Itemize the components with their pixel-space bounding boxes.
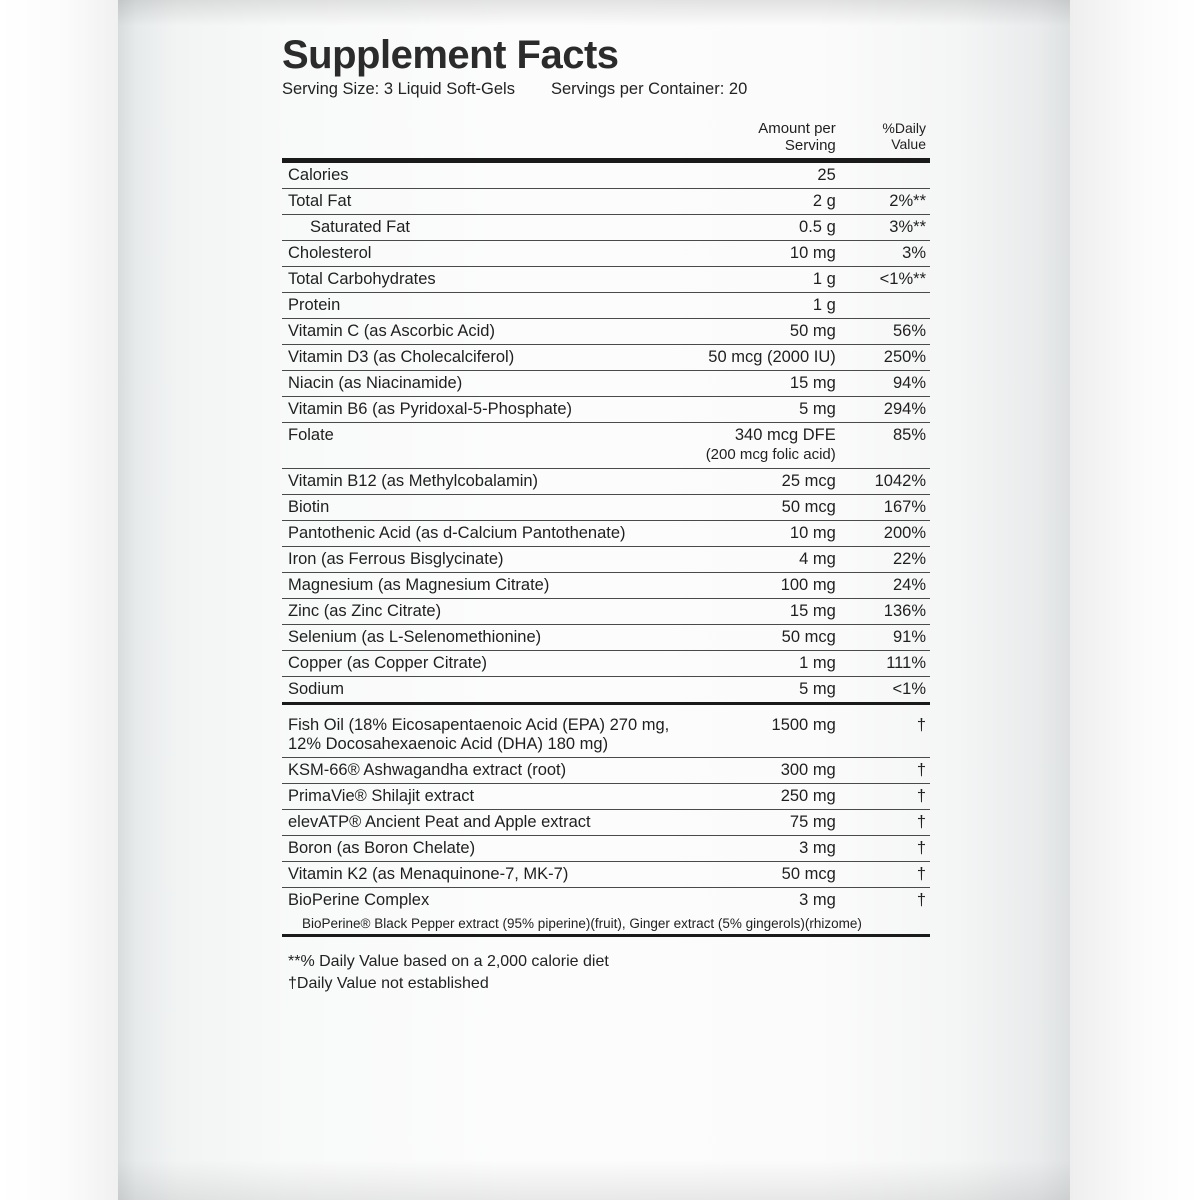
table-row: KSM-66® Ashwagandha extract (root) 300 mg † bbox=[282, 758, 930, 784]
serving-size bbox=[282, 80, 515, 99]
table-row: Vitamin B6 (as Pyridoxal-5-Phosphate) 5 mg 294% bbox=[282, 396, 930, 422]
table-row: Boron (as Boron Chelate) 3 mg † bbox=[282, 836, 930, 862]
nutrition-table bbox=[282, 117, 930, 937]
table-row: Vitamin C (as Ascorbic Acid) 50 mg 56% bbox=[282, 318, 930, 344]
fish-oil-name: Fish Oil (18% Eicosapentaenoic Acid (EPA) 270 mg, 12% Docosahexaenoic Acid (DHA) 180 mg) bbox=[282, 713, 684, 758]
bottle-left-edge bbox=[0, 0, 120, 1200]
table-row: Saturated Fat 0.5 g 3%** bbox=[282, 214, 930, 240]
table-row: Biotin 50 mcg 167% bbox=[282, 495, 930, 521]
supplement-facts-block bbox=[282, 34, 930, 994]
footnotes bbox=[282, 951, 930, 994]
table-row: Total Fat 2 g 2%** bbox=[282, 188, 930, 214]
footnote-dagger: †Daily Value not established bbox=[288, 974, 489, 992]
table-row: Calories 25 bbox=[282, 160, 930, 188]
serving-size-value: 3 Liquid Soft-Gels bbox=[383, 80, 515, 98]
table-row: Cholesterol 10 mg 3% bbox=[282, 240, 930, 266]
table-row: Total Carbohydrates 1 g <1%** bbox=[282, 266, 930, 292]
table-row: Vitamin K2 (as Menaquinone-7, MK-7) 50 mcg † bbox=[282, 862, 930, 888]
serving-size-label: Serving Size: bbox=[282, 80, 380, 98]
table-row: Sodium 5 mg <1% bbox=[282, 677, 930, 704]
header-amount-per-serving: Amount per Serving bbox=[684, 117, 846, 160]
table-row: Protein 1 g bbox=[282, 292, 930, 318]
serving-info bbox=[282, 80, 930, 99]
label-top-shadow bbox=[118, 0, 1076, 26]
table-row: PrimaVie® Shilajit extract 250 mg † bbox=[282, 784, 930, 810]
table-row: Zinc (as Zinc Citrate) 15 mg 136% bbox=[282, 599, 930, 625]
folate-amount: 340 mcg DFE (200 mcg folic acid) bbox=[684, 422, 846, 469]
header-blank bbox=[282, 117, 684, 160]
table-row: Magnesium (as Magnesium Citrate) 100 mg 24% bbox=[282, 573, 930, 599]
complex-detail-row: BioPerine® Black Pepper extract (95% piperine)(fruit), Ginger extract (5% gingerols)(rhizome) bbox=[282, 913, 930, 936]
table-row: Iron (as Ferrous Bisglycinate) 4 mg 22% bbox=[282, 547, 930, 573]
table-row: Vitamin B12 (as Methylcobalamin) 25 mcg 1042% bbox=[282, 469, 930, 495]
servings-per-container-label: Servings per Container: bbox=[550, 80, 725, 98]
table-row: Pantothenic Acid (as d-Calcium Pantothenate) 10 mg 200% bbox=[282, 521, 930, 547]
page-title: Supplement Facts bbox=[282, 33, 619, 77]
servings-per-container-value: 20 bbox=[728, 80, 748, 98]
header-daily-value: %Daily Value bbox=[846, 117, 930, 160]
table-row: Folate 340 mcg DFE (200 mcg folic acid) 85% bbox=[282, 422, 930, 469]
servings-per-container bbox=[551, 80, 747, 99]
bottle-right-edge bbox=[1070, 0, 1200, 1200]
complex-row: BioPerine Complex 3 mg † bbox=[288, 891, 926, 910]
label-bottom-shadow bbox=[118, 1160, 1076, 1200]
table-row: Selenium (as L-Selenomethionine) 50 mcg 91% bbox=[282, 625, 930, 651]
table-row: elevATP® Ancient Peat and Apple extract 75 mg † bbox=[282, 810, 930, 836]
table-row: Niacin (as Niacinamide) 15 mg 94% bbox=[282, 370, 930, 396]
table-row: Fish Oil (18% Eicosapentaenoic Acid (EPA) 270 mg, 12% Docosahexaenoic Acid (DHA) 180 mg) 1500 mg † bbox=[282, 713, 930, 758]
table-row: Vitamin D3 (as Cholecalciferol) 50 mcg (2000 IU) 250% bbox=[282, 344, 930, 370]
footnote-daily-value: **% Daily Value based on a 2,000 calorie diet bbox=[288, 953, 609, 971]
table-header-row bbox=[282, 117, 930, 160]
section-gap bbox=[282, 704, 930, 714]
table-row: Copper (as Copper Citrate) 1 mg 111% bbox=[282, 651, 930, 677]
